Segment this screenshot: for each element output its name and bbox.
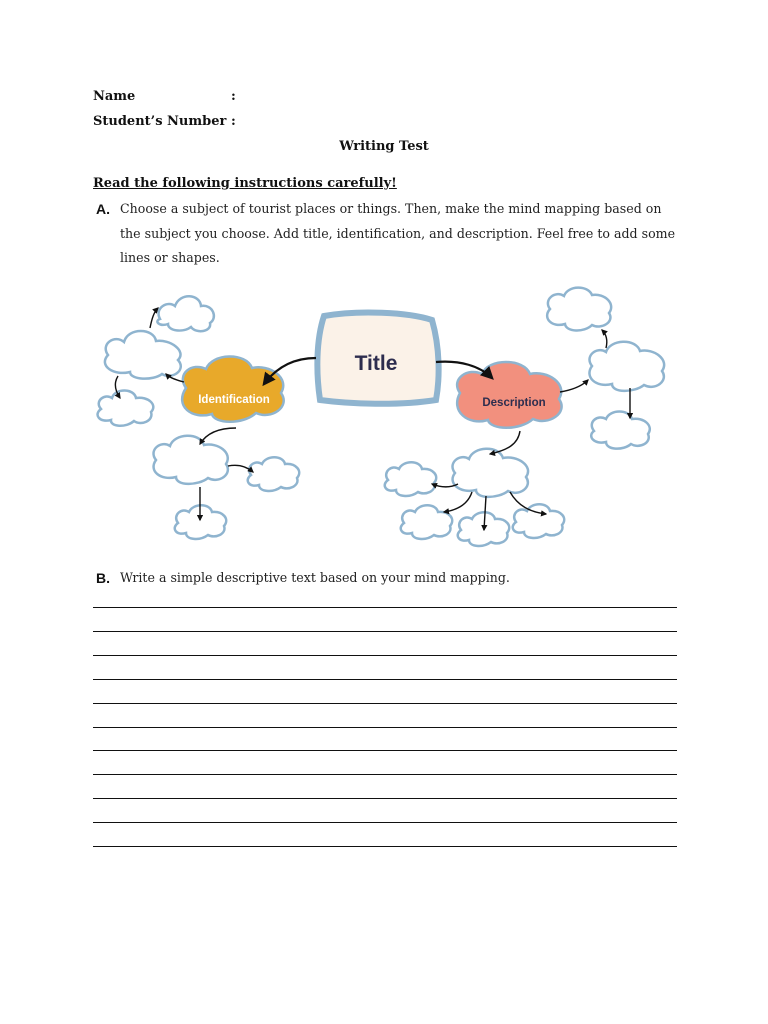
instruction-heading: Read the following instructions carefully! <box>93 176 397 191</box>
answer-line[interactable] <box>93 846 677 847</box>
mind-map-diagram <box>88 278 678 550</box>
name-field <box>93 89 236 104</box>
cloud-left-mid <box>105 331 181 379</box>
answer-line[interactable] <box>93 774 677 775</box>
question-b-letter: B. <box>96 570 110 586</box>
name-colon: : <box>231 89 236 104</box>
description-cloud <box>457 362 561 428</box>
test-title: Writing Test <box>339 139 429 154</box>
name-label: Name <box>93 89 136 104</box>
answer-line[interactable] <box>93 655 677 656</box>
answer-line[interactable] <box>93 727 677 728</box>
cloud-left-bottom <box>98 391 154 426</box>
answer-line[interactable] <box>93 750 677 751</box>
student-number-field <box>93 114 236 129</box>
student-number-colon: : <box>231 114 236 129</box>
arrow-left-mid-to-left-top <box>150 308 158 328</box>
cloud-right-bottom <box>591 412 650 449</box>
arrow-idcloud-to-bottom-left-main <box>200 428 236 444</box>
identification-label: Identification <box>198 394 270 406</box>
arrow-br-main-to-low1 <box>444 492 472 512</box>
cloud-bottom-right-main <box>453 449 529 497</box>
arrow-desc-to-right-mid <box>560 380 588 392</box>
cloud-bottom-right-left <box>385 462 436 496</box>
answer-line[interactable] <box>93 822 677 823</box>
cloud-bottom-right-low3 <box>513 504 564 538</box>
answer-line[interactable] <box>93 798 677 799</box>
cloud-left-top <box>157 296 214 331</box>
cloud-bottom-left-main <box>154 436 228 484</box>
arrow-right-mid-to-right-top <box>602 330 607 348</box>
question-b-text: Write a simple descriptive text based on your mind mapping. <box>120 570 510 585</box>
cloud-right-mid <box>589 342 664 391</box>
identification-cloud <box>182 356 284 421</box>
title-label: Title <box>354 352 398 375</box>
cloud-bottom-right-low1 <box>401 505 452 539</box>
cloud-right-top <box>547 288 611 331</box>
answer-line[interactable] <box>93 607 677 608</box>
student-number-label: Student’s Number <box>93 114 227 129</box>
question-a-text: Choose a subject of tourist places or things. Then, make the mind mapping based on the subject you choose. Add title, identification, and description. Feel free to add some lines or shapes. <box>120 201 676 265</box>
answer-line[interactable] <box>93 631 677 632</box>
question-a-letter: A. <box>96 201 110 217</box>
answer-line[interactable] <box>93 679 677 680</box>
cloud-bottom-left-side <box>248 457 299 491</box>
description-label: Description <box>482 397 546 409</box>
answer-line[interactable] <box>93 703 677 704</box>
